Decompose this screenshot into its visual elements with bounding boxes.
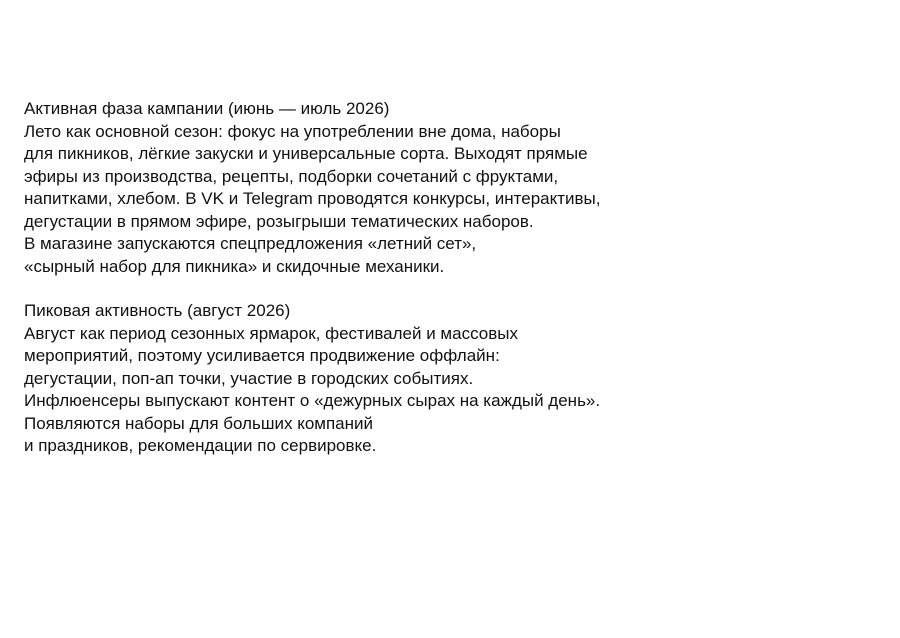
paragraph-line: «сырный набор для пикника» и скидочные механики. bbox=[24, 256, 445, 276]
paragraph-line: напитками, хлебом. В VK и Telegram проводятся конкурсы, интерактивы, bbox=[24, 189, 601, 208]
paragraph-line: Лето как основной сезон: фокус на употреблении вне дома, наборы bbox=[24, 121, 561, 141]
paragraph-line: мероприятий, поэтому усиливается продвижение оффлайн: bbox=[24, 346, 500, 365]
paragraph-line: дегустации, поп-ап точки, участие в городских событиях. bbox=[24, 368, 474, 388]
paragraph-line: для пикников, лёгкие закуски и универсальные сорта. Выходят прямые bbox=[24, 144, 588, 163]
paragraph-line: и праздников, рекомендации по сервировке. bbox=[24, 436, 377, 455]
section-title: Пиковая активность (август 2026) bbox=[24, 301, 291, 320]
section-active-phase bbox=[24, 98, 884, 278]
section-peak-activity bbox=[24, 300, 884, 458]
paragraph-line: дегустации в прямом эфире, розыгрыши тематических наборов. bbox=[24, 211, 534, 231]
section-title: Активная фаза кампании (июнь — июль 2026) bbox=[24, 99, 390, 118]
document-page bbox=[24, 98, 884, 480]
paragraph-line: Появляются наборы для больших компаний bbox=[24, 413, 374, 433]
paragraph-line: Инфлюенсеры выпускают контент о «дежурных сырах на каждый день». bbox=[24, 391, 601, 410]
paragraph-line: Август как период сезонных ярмарок, фестивалей и массовых bbox=[24, 323, 518, 343]
paragraph-line: В магазине запускаются спецпредложения «летний сет», bbox=[24, 234, 477, 253]
paragraph-line: эфиры из производства, рецепты, подборки сочетаний с фруктами, bbox=[24, 166, 559, 186]
